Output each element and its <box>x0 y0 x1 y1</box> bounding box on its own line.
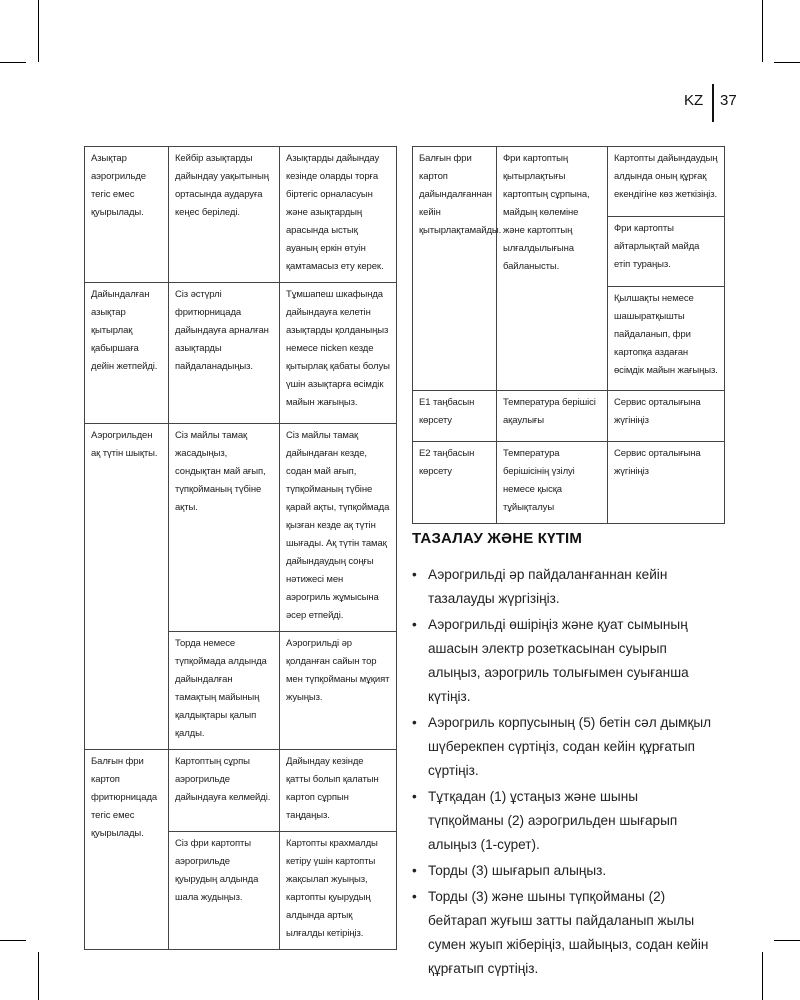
list-item-text: Торды (3) шығарып алыңыз. <box>428 863 607 878</box>
page-number: 37 <box>720 92 737 109</box>
solution-cell: Сіз майлы тамақ дайындаған кезде, содан май ағып, түпқойманың түбіне қарай ақты, түпқоймада қызған кезде ақ түтін шығады. Ақ түтін тамақ дайындаудың соңғы нәтижесі мен аэрогриль жұмысына әсер етпейді. <box>280 424 397 632</box>
crop-mark <box>0 940 26 941</box>
list-item-text: Аэрогриль корпусының (5) бетін сәл дымқыл шүберекпен сүртіңіз, содан кейін құрғатып сүртіңіз. <box>428 715 712 778</box>
cause-cell: Торда немесе түпқоймада алдында дайындалған тамақтың майының қалдықтары қалып қалды. <box>169 632 280 750</box>
symptom-cell: Балғын фри картоп фритюрницада тегіс емес қуырылады. <box>85 750 169 950</box>
list-item <box>412 785 717 857</box>
header-divider <box>712 84 714 122</box>
cause-cell: Температура берішісі ақаулығы <box>497 391 608 442</box>
bullet-icon: • <box>412 889 417 904</box>
list-item <box>412 563 717 611</box>
table-row <box>413 442 725 524</box>
list-item <box>412 613 717 709</box>
cause-cell: Фри картоптың қытырлақтығы картоптың сұрпына, майдың көлеміне және картоптың ылғалдылығына байланысты. <box>497 147 608 391</box>
cause-cell: Сіз майлы тамақ жасадыңыз, сондықтан май ағып, түпқойманың түбіне ақты. <box>169 424 280 632</box>
bullet-icon: • <box>412 863 417 878</box>
bullet-icon: • <box>412 715 417 730</box>
cause-cell: Сіз әстүрлі фритюрницада дайындауға арналған азықтарды пайдаланадыңыз. <box>169 283 280 424</box>
crop-mark <box>0 62 26 63</box>
crop-mark <box>762 0 763 62</box>
crop-mark <box>38 952 39 1000</box>
solution-cell: Тұмшапеш шкафында дайындауға келетін азықтарды қолданыңыз немесе пісken кезде қытырлақ қабаты болуы үшін азықтарға өсімдік майын жағыңыз. <box>280 283 397 424</box>
table-row <box>85 750 397 832</box>
solution-cell: Азықтарды дайындау кезінде оларды торға біртегіс орналасуын және азықтардың арасында ыстық ауаның еркін өтуін қамтамасыз ету керек. <box>280 147 397 283</box>
crop-mark <box>38 0 39 62</box>
section-title: ТАЗАЛАУ ЖӘНЕ КҮТІМ <box>412 530 583 547</box>
crop-mark <box>774 62 800 63</box>
solution-cell: Фри картопты айтарлықтай майда етіп тураңыз. <box>608 217 725 287</box>
solution-cell: Картопты крахмалды кетіру үшін картопты жақсылап жуыңыз, картопты қуырудың алдында артық ылғалды кетіріңіз. <box>280 832 397 950</box>
list-item <box>412 885 717 981</box>
cleaning-section <box>412 530 717 983</box>
cause-cell: Сіз фри картопты аэрогрильде қуырудың алдында шала жудыңыз. <box>169 832 280 950</box>
language-code: KZ <box>684 92 704 109</box>
table-row <box>413 391 725 442</box>
crop-mark <box>774 940 800 941</box>
list-item <box>412 859 717 883</box>
troubleshooting-table-right <box>412 146 725 524</box>
solution-cell: Қылшақты немесе шашыратқышты пайдаланып, фри картопқа аздаған өсімдік майын жағыңыз. <box>608 287 725 391</box>
list-item-text: Тұтқадан (1) ұстаңыз және шыны түпқойманы (2) аэрогрильден шығарып алыңыз (1-сурет). <box>428 789 678 852</box>
solution-cell: Картопты дайындаудың алдында оның құрғақ екендігіне көз жеткізіңіз. <box>608 147 725 217</box>
symptom-cell: Азықтар аэрогрильде тегіс емес қуырылады. <box>85 147 169 283</box>
table-row <box>85 283 397 424</box>
cause-cell: Кейбір азықтарды дайындау уақытының ортасында аударуға кеңес беріледі. <box>169 147 280 283</box>
troubleshooting-table-left <box>84 146 397 950</box>
symptom-cell: Балғын фри картоп дайындалғаннан кейін қытырлақтамайды. <box>413 147 497 391</box>
table-row <box>85 424 397 632</box>
cause-cell: Температура берішісінің үзілуі немесе қысқа тұйықталуы <box>497 442 608 524</box>
table-row <box>85 147 397 283</box>
list-item <box>412 711 717 783</box>
symptom-cell: Дайындалған азықтар қытырлақ қабыршаға дейін жетпейді. <box>85 283 169 424</box>
solution-cell: Аэрогрильді әр қолданған сайын тор мен түпқойманы мұқият жуыңыз. <box>280 632 397 750</box>
symptom-cell: E1 таңбасын көрсету <box>413 391 497 442</box>
list-item-text: Торды (3) және шыны түпқойманы (2) бейтарап жуғыш затты пайдаланып жылы сумен жуып жіберіңіз, шайыңыз, содан кейін құрғатып сүртіңіз. <box>428 889 709 976</box>
cleaning-list <box>412 563 717 981</box>
table-row <box>413 147 725 217</box>
crop-mark <box>762 952 763 1000</box>
solution-cell: Сервис орталығына жүгініңіз <box>608 391 725 442</box>
bullet-icon: • <box>412 567 417 582</box>
cause-cell: Картоптың сұрпы аэрогрильде дайындауға келмейді. <box>169 750 280 832</box>
solution-cell: Дайындау кезінде қатты болып қалатын картоп сұрпын таңдаңыз. <box>280 750 397 832</box>
symptom-cell: Аэрогрильден ақ түтін шықты. <box>85 424 169 750</box>
bullet-icon: • <box>412 617 417 632</box>
symptom-cell: E2 таңбасын көрсету <box>413 442 497 524</box>
list-item-text: Аэрогрильді әр пайдаланғаннан кейін тазалауды жүргізіңіз. <box>428 567 668 606</box>
solution-cell: Сервис орталығына жүгініңіз <box>608 442 725 524</box>
list-item-text: Аэрогрильді өшіріңіз және қуат сымының ашасын электр розеткасынан суырып алыңыз, аэрогриль толығымен суығанша күтіңіз. <box>428 617 689 704</box>
bullet-icon: • <box>412 789 417 804</box>
